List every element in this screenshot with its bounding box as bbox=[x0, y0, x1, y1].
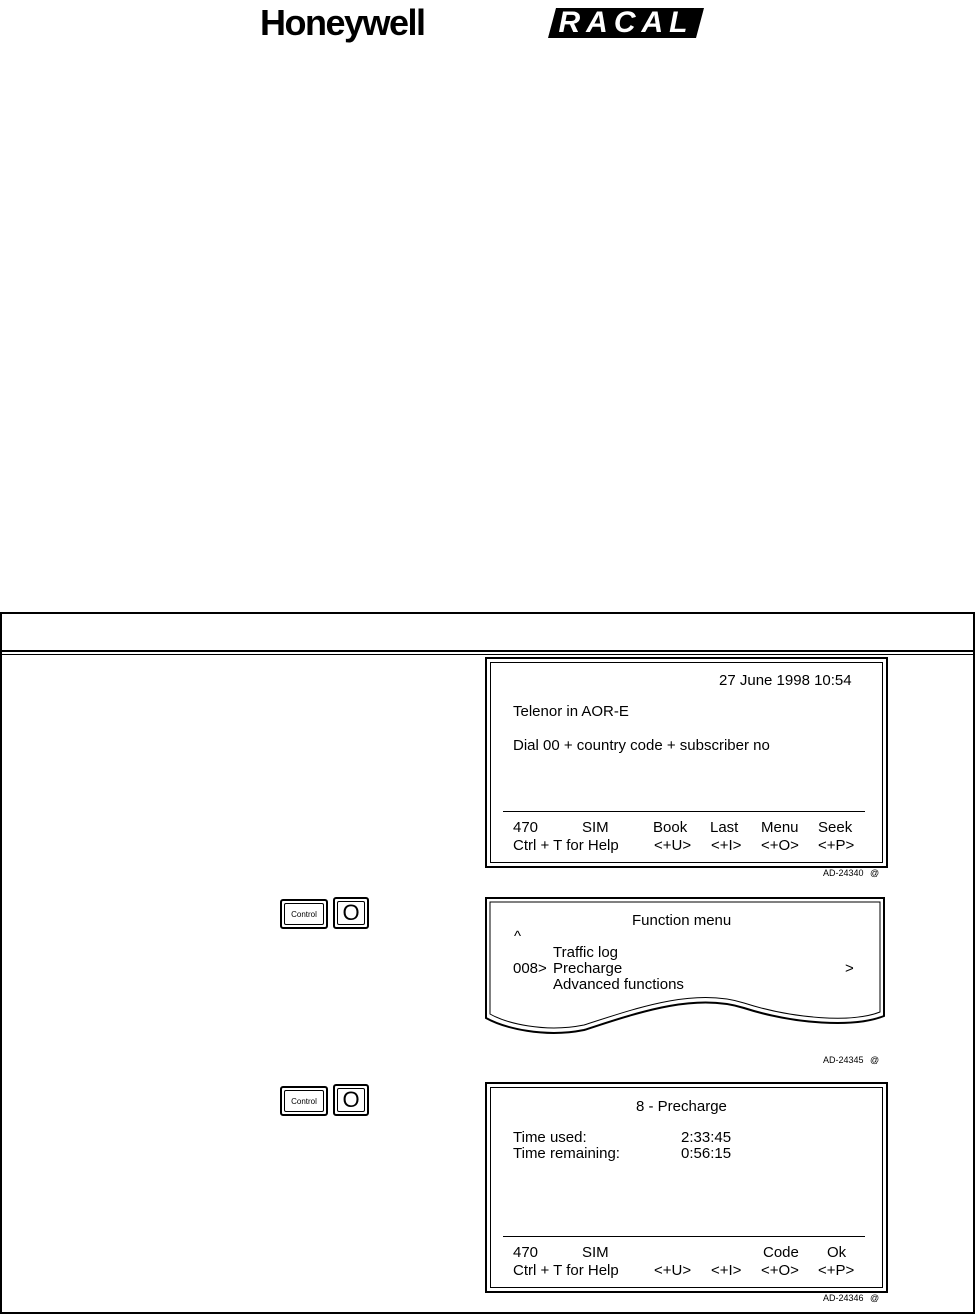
screen1-help-hint: Ctrl + T for Help bbox=[513, 837, 619, 854]
screen3-time-used-value: 2:33:45 bbox=[681, 1129, 732, 1146]
screen3-help-hint: Ctrl + T for Help bbox=[513, 1262, 619, 1279]
screen1-divider bbox=[503, 811, 865, 812]
screen3-time-remaining-label: Time remaining: bbox=[513, 1145, 620, 1162]
o-key bbox=[333, 897, 369, 929]
screen2-copyright-icon: @ bbox=[870, 1055, 880, 1065]
screen3-softkey-470: 470 bbox=[513, 1244, 539, 1261]
screen2-menu-item-precharge: Precharge bbox=[553, 960, 623, 977]
screen3-shortcut-i: <+I> bbox=[711, 1262, 742, 1279]
screen2-item-number: 008> bbox=[513, 960, 547, 977]
o-key-2-label: O bbox=[342, 1087, 360, 1112]
racal-logo bbox=[548, 6, 704, 40]
racal-logo-text: RACAL bbox=[558, 6, 694, 39]
screen1-network: Telenor in AOR-E bbox=[513, 703, 629, 720]
frame-header-rule bbox=[0, 650, 975, 652]
screen3-figure-code: AD-24346 bbox=[823, 1293, 864, 1303]
screen1-shortcut-o: <+O> bbox=[761, 837, 799, 854]
screen2-scroll-up-icon: ^ bbox=[514, 928, 522, 945]
screen1-shortcut-u: <+U> bbox=[654, 837, 692, 854]
control-key-2-label: Control bbox=[291, 1096, 317, 1106]
screen3-shortcut-u: <+U> bbox=[654, 1262, 692, 1279]
screen2-figure-code: AD-24345 bbox=[823, 1055, 864, 1065]
screen3-time-remaining-value: 0:56:15 bbox=[681, 1145, 732, 1162]
screen1-softkey-sim: SIM bbox=[582, 819, 609, 836]
screen3-title: 8 - Precharge bbox=[636, 1098, 727, 1115]
screen3-copyright-icon: @ bbox=[870, 1293, 880, 1303]
screen3-shortcut-o: <+O> bbox=[761, 1262, 799, 1279]
screen1-softkey-470: 470 bbox=[513, 819, 539, 836]
frame-header-rule-2 bbox=[0, 654, 975, 655]
screen1-figure-code: AD-24340 bbox=[823, 868, 864, 878]
screen1-shortcut-i: <+I> bbox=[711, 837, 742, 854]
screen1-shortcut-p: <+P> bbox=[818, 837, 855, 854]
screen3-softkey-code: Code bbox=[763, 1244, 799, 1261]
control-key-label: Control bbox=[291, 909, 317, 919]
screen3-time-used-label: Time used: bbox=[513, 1129, 587, 1146]
screen1-softkey-seek: Seek bbox=[818, 819, 853, 836]
screen1-copyright-icon: @ bbox=[870, 868, 880, 878]
screen3-shortcut-p: <+P> bbox=[818, 1262, 855, 1279]
screen1-dial-hint: Dial 00 + country code + subscriber no bbox=[513, 737, 770, 754]
screen1-datetime: 27 June 1998 10:54 bbox=[719, 672, 852, 689]
screen2-menu-item-traffic-log: Traffic log bbox=[553, 944, 619, 961]
o-key-label: O bbox=[342, 900, 360, 925]
screen2-menu-item-advanced: Advanced functions bbox=[553, 976, 684, 993]
screen3-divider bbox=[503, 1236, 865, 1237]
screen1-softkey-menu: Menu bbox=[761, 819, 799, 836]
screen1-softkey-last: Last bbox=[710, 819, 739, 836]
control-key-2 bbox=[280, 1086, 328, 1116]
screen3-softkey-sim: SIM bbox=[582, 1244, 609, 1261]
screen1-softkey-book: Book bbox=[653, 819, 688, 836]
honeywell-logo: Honeywell bbox=[260, 2, 425, 43]
control-key bbox=[280, 899, 328, 929]
screen3-softkey-ok: Ok bbox=[827, 1244, 847, 1261]
o-key-2 bbox=[333, 1084, 369, 1116]
screen2-submenu-arrow-icon: > bbox=[845, 960, 854, 977]
screen2-title: Function menu bbox=[632, 912, 732, 929]
